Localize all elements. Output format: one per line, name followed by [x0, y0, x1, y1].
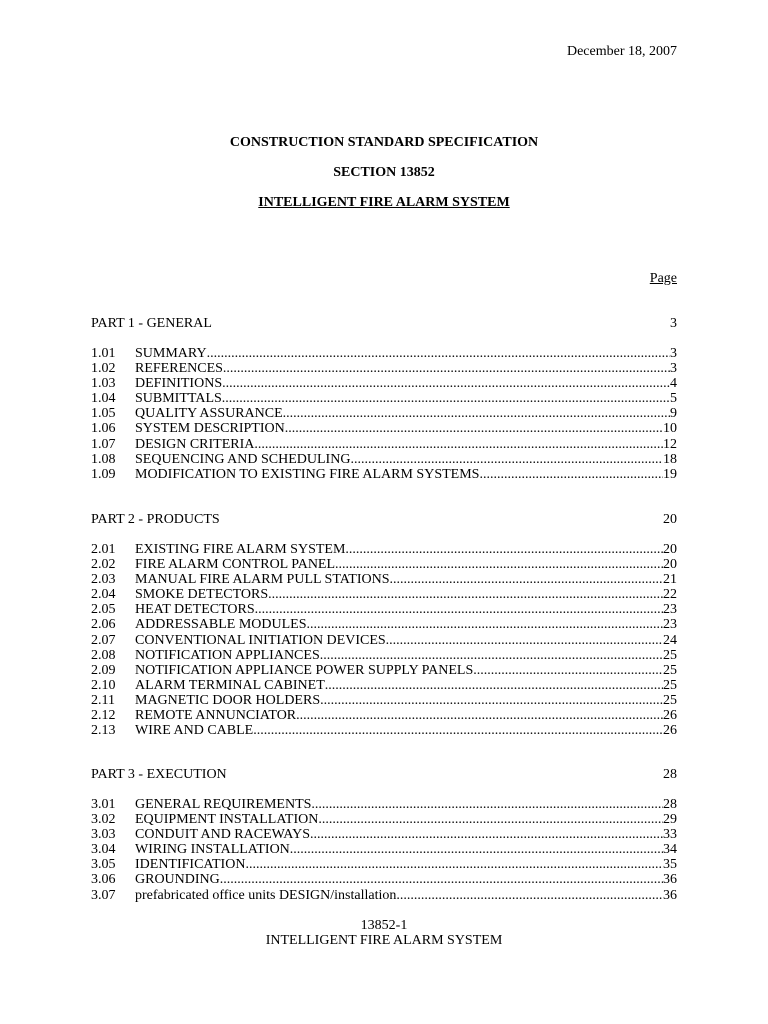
toc-entry: [91, 648, 677, 663]
entry-number: 1.04: [91, 391, 116, 407]
part-heading: [91, 316, 677, 332]
toc-entry: [91, 557, 677, 572]
part-title: PART 2 - PRODUCTS: [91, 512, 220, 527]
entry-number: 2.06: [91, 617, 116, 633]
toc-list: [91, 346, 677, 482]
entry-title: HEAT DETECTORS: [135, 602, 255, 618]
entry-title: WIRE AND CABLE: [135, 723, 254, 739]
entry-number: 2.08: [91, 647, 116, 663]
toc-list: [91, 542, 677, 738]
dot-leader: [311, 797, 663, 812]
entry-title: EQUIPMENT INSTALLATION: [135, 812, 319, 828]
dot-leader: [255, 602, 663, 617]
entry-page: 5: [670, 391, 677, 407]
toc-entry: [91, 376, 677, 391]
entry-number: 3.03: [91, 827, 116, 843]
entry-title: NOTIFICATION APPLIANCE POWER SUPPLY PANELS: [135, 662, 474, 678]
dot-leader: [335, 557, 663, 572]
entry-title: ALARM TERMINAL CABINET: [135, 677, 325, 693]
toc-entry: [91, 678, 677, 693]
footer-doc-title: INTELLIGENT FIRE ALARM SYSTEM: [265, 933, 503, 948]
entry-number: 2.11: [91, 692, 115, 708]
entry-number: 2.10: [91, 677, 116, 693]
section-number: SECTION 13852: [333, 165, 435, 180]
dot-leader: [283, 406, 670, 421]
entry-title: GROUNDING: [135, 872, 220, 888]
entry-title: CONVENTIONAL INITIATION DEVICES: [135, 632, 386, 648]
entry-number: 1.02: [91, 361, 116, 377]
dot-leader: [396, 888, 663, 903]
entry-page: 26: [663, 723, 677, 739]
entry-page: 21: [663, 572, 677, 588]
entry-title: SUBMITTALS: [135, 391, 222, 407]
toc-entry: [91, 812, 677, 827]
entry-title: SMOKE DETECTORS: [135, 587, 269, 603]
entry-number: 1.05: [91, 406, 116, 422]
part-page: 20: [663, 512, 677, 527]
entry-page: 28: [663, 797, 677, 812]
entry-title: MANUAL FIRE ALARM PULL STATIONS: [135, 572, 390, 588]
entry-number: 2.12: [91, 708, 116, 724]
entry-page: 22: [663, 587, 677, 603]
page-column-header: Page: [649, 271, 677, 286]
toc-entry: [91, 842, 677, 857]
toc-entry: [91, 361, 677, 376]
entry-page: 25: [663, 677, 677, 693]
dot-leader: [254, 437, 663, 452]
entry-number: 1.07: [91, 436, 116, 452]
dot-leader: [285, 421, 663, 436]
dot-leader: [290, 842, 663, 857]
entry-number: 3.06: [91, 872, 116, 888]
entry-page: 23: [663, 602, 677, 618]
dot-leader: [390, 572, 663, 587]
dot-leader: [268, 587, 663, 602]
entry-number: 2.01: [91, 542, 116, 557]
toc-entry: [91, 406, 677, 421]
entry-title: NOTIFICATION APPLIANCES: [135, 647, 320, 663]
entry-page: 19: [663, 466, 677, 482]
toc-entry: [91, 797, 677, 812]
dot-leader: [245, 857, 663, 872]
entry-number: 3.05: [91, 857, 116, 873]
dot-leader: [253, 723, 663, 738]
toc-entry: [91, 437, 677, 452]
dot-leader: [310, 827, 663, 842]
entry-page: 29: [663, 812, 677, 828]
entry-number: 1.03: [91, 376, 116, 392]
dot-leader: [479, 467, 663, 482]
entry-page: 10: [663, 421, 677, 437]
entry-page: 26: [663, 708, 677, 724]
toc-entry: [91, 827, 677, 842]
entry-title: CONDUIT AND RACEWAYS: [135, 827, 311, 843]
dot-leader: [307, 617, 663, 632]
entry-number: 1.09: [91, 466, 116, 482]
entry-title: REMOTE ANNUNCIATOR: [135, 708, 297, 724]
entry-title: EXISTING FIRE ALARM SYSTEM: [135, 542, 346, 557]
entry-page: 25: [663, 662, 677, 678]
entry-page: 25: [663, 692, 677, 708]
entry-page: 3: [670, 361, 677, 377]
entry-page: 33: [663, 827, 677, 843]
entry-page: 36: [663, 887, 677, 903]
entry-page: 9: [670, 406, 677, 422]
toc-entry: [91, 633, 677, 648]
dot-leader: [386, 633, 663, 648]
entry-title: DESIGN CRITERIA: [135, 436, 255, 452]
entry-number: 2.04: [91, 587, 116, 603]
dot-leader: [345, 542, 663, 557]
section-title: [0, 195, 768, 211]
entry-number: 2.05: [91, 602, 116, 618]
entry-page: 4: [670, 376, 677, 392]
entry-number: 3.01: [91, 797, 116, 812]
dot-leader: [320, 648, 663, 663]
dot-leader: [207, 346, 670, 361]
entry-number: 1.06: [91, 421, 116, 437]
entry-page: 12: [663, 436, 677, 452]
toc-entry: [91, 452, 677, 467]
dot-leader: [320, 693, 663, 708]
entry-number: 3.07: [91, 887, 116, 903]
entry-number: 3.04: [91, 842, 116, 858]
entry-number: 2.02: [91, 557, 116, 573]
dot-leader: [223, 361, 670, 376]
toc-entry: [91, 467, 677, 482]
dot-leader: [318, 812, 663, 827]
entry-title: FIRE ALARM CONTROL PANEL: [135, 557, 336, 573]
entry-title: ADDRESSABLE MODULES: [135, 617, 307, 633]
dot-leader: [473, 663, 663, 678]
entry-number: 1.01: [91, 346, 116, 361]
toc-entry: [91, 663, 677, 678]
dot-leader: [325, 678, 663, 693]
entry-number: 1.08: [91, 451, 116, 467]
toc-entry: [91, 872, 677, 887]
toc-entry: [91, 421, 677, 436]
entry-page: 18: [663, 451, 677, 467]
entry-number: 2.03: [91, 572, 116, 588]
toc-entry: [91, 857, 677, 872]
entry-title: SUMMARY: [135, 346, 207, 361]
toc-entry: [91, 602, 677, 617]
dot-leader: [222, 391, 670, 406]
toc-entry: [91, 346, 677, 361]
part-page: 28: [663, 767, 677, 782]
toc-entry: [91, 693, 677, 708]
toc-entry: [91, 708, 677, 723]
entry-page: 25: [663, 647, 677, 663]
entry-title: WIRING INSTALLATION: [135, 842, 290, 858]
entry-number: 2.07: [91, 632, 116, 648]
entry-title: GENERAL REQUIREMENTS: [135, 797, 312, 812]
entry-number: 2.13: [91, 723, 116, 739]
toc-entry: [91, 617, 677, 632]
entry-title: DEFINITIONS: [135, 376, 223, 392]
part-heading: [91, 767, 677, 783]
entry-number: 2.09: [91, 662, 116, 678]
toc-entry: [91, 587, 677, 602]
dot-leader: [220, 872, 663, 887]
toc-entry: [91, 723, 677, 738]
entry-title: SEQUENCING AND SCHEDULING: [135, 451, 351, 467]
part-heading: [91, 512, 677, 528]
spec-title: CONSTRUCTION STANDARD SPECIFICATION: [229, 135, 539, 150]
entry-page: 23: [663, 617, 677, 633]
entry-title: QUALITY ASSURANCE: [135, 406, 283, 422]
toc-entry: [91, 391, 677, 406]
entry-page: 35: [663, 857, 677, 873]
entry-page: 20: [663, 542, 677, 557]
entry-page: 20: [663, 557, 677, 573]
entry-title: SYSTEM DESCRIPTION: [135, 421, 285, 437]
entry-number: 3.02: [91, 812, 116, 828]
toc-entry: [91, 542, 677, 557]
entry-page: 34: [663, 842, 677, 858]
entry-title: prefabricated office units DESIGN/installation: [135, 887, 397, 903]
toc-entry: [91, 888, 677, 903]
part-title: PART 3 - EXECUTION: [91, 767, 227, 782]
part-title: PART 1 - GENERAL: [91, 316, 212, 331]
entry-title: MAGNETIC DOOR HOLDERS: [135, 692, 321, 708]
dot-leader: [222, 376, 670, 391]
dot-leader: [350, 452, 663, 467]
entry-page: 3: [670, 346, 677, 361]
entry-title: MODIFICATION TO EXISTING FIRE ALARM SYSTEMS: [135, 466, 480, 482]
toc-list: [91, 797, 677, 903]
toc-entry: [91, 572, 677, 587]
section-title-text: INTELLIGENT FIRE ALARM SYSTEM: [258, 195, 510, 210]
entry-title: IDENTIFICATION: [135, 857, 246, 873]
part-page: 3: [670, 316, 677, 331]
entry-page: 36: [663, 872, 677, 888]
footer-page-number: 13852-1: [360, 918, 408, 933]
document-date: December 18, 2007: [566, 44, 677, 59]
dot-leader: [296, 708, 663, 723]
entry-title: REFERENCES: [135, 361, 223, 377]
entry-page: 24: [663, 632, 677, 648]
